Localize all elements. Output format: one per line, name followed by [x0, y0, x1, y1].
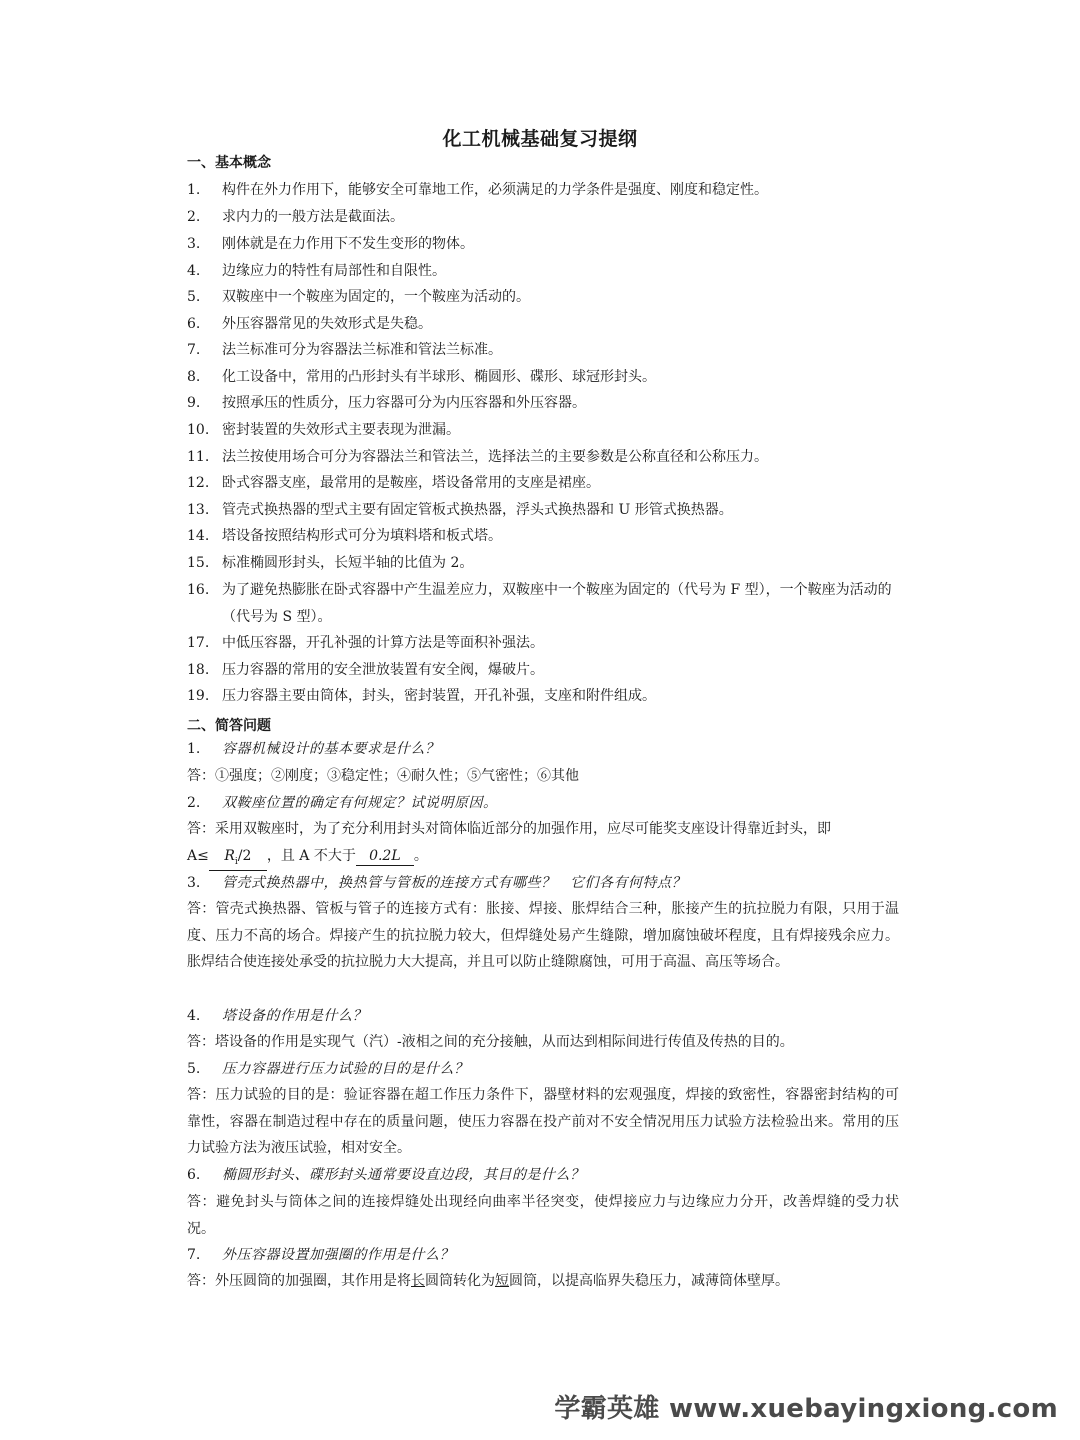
watermark-footer: 学霸英雄 www.xuebayingxiong.com: [554, 1394, 1058, 1424]
section-heading-basic-concepts: 一、基本概念: [187, 155, 271, 171]
document-page: 化工机械基础复习提纲 一、基本概念 1. 构件在外力作用下，能够安全可靠地工作，必须满足的力学条件是强度、刚度和稳定性。 2. 求内力的一般方法是截面法。 3. 刚体就是在力作用下不发生变形的物体。 4. 边缘应力的特性有局部性和自限性。 5. 双鞍座中一个鞍座为固定的，一个鞍座为活动的。 6. 外压容器常见的失效形式是失稳。 7. 法兰标准可分为容器法兰标准和管法兰标准。 8. 化工设备中，常用的凸形封头有半球形、椭圆形、碟形、球冠形封头。 9. 按照承压的性质分，压力容器可分为内压容器和外压容器。 10. 密封装置的失效形式主要表现为泄漏。 11. 法兰按使用场合可分为容器法兰和管法兰，选择法兰的主要参数是公称直径和公称压力。 12. 卧式容器支座，最常用的是鞍座，塔设备常用的支座是裙座。 13. 管壳式换热器的型式主要有固定管板式换热器，浮头式换热器和 U 形管式换热器。 14. 塔设备按照结构形式可分为填料塔和板式塔。 15. 标准椭圆形封头，长短半轴的比值为 2。 16. 为了避免热膨胀在卧式容器中产生温差应力，双鞍座中一个鞍座为固定的（代号为 F 型），一个鞍座为活动的（代号为 S 型）。 17. 中低压容器，开孔补强的计算方法是等面积补强法。 18. 压力容器的常用的安全泄放装置有安全阀，爆破片。 19. 压力容器主要由筒体，封头，密封装置，开孔补强，支座和附件组成。 二、简答问题 1. 容器机械设计的基本要求是什么？ 答：①强度；②刚度；③稳定性；④耐久性；⑤气密性；⑥其他 2. 双鞍座位置的确定有何规定？试说明原因。 答：采用双鞍座时，为了充分利用封头对筒体临近部分的加强作用，应尽可能奖支座设计得靠近封头，即 $A\le R_i/2$ ，且 A 不大于 0.2L 。 3. 管壳式换热器中，换热管与管板的连接方式有哪些？ 它们各有何特点？ 答：管壳式换热器、管板与管子的连接方式有：胀接、焊接、胀焊结合三种，胀接产生的抗拉脱力有限，只用于温度、压力不高的场合。焊接产生的抗拉脱力较大，但焊缝处易产生缝隙，增加腐蚀破坏程度，且有焊接残余应力。胀焊结合使连接处承受的抗拉脱力大大提高，并且可以防止缝隙腐蚀，可用于高温、高压等场合。 4. 塔设备的作用是什么？ 答：塔设备的作用是实现气（汽）-液相之间的充分接触，从而达到相际间进行传值及传热的目的。 5. 压力容器进行压力试验的目的是什么？ 答：压力试验的目的是：验证容器在超工作压力条件下，器壁材料的宏观强度，焊接的致密性，容器密封结构的可靠性，容器在制造过程中存在的质量问题，使压力容器在投产前对不安全情况用压力试验方法检验出来。常用的压力试验方法为液压试验，相对安全。 6. 椭圆形封头、碟形封头通常要设直边段，其目的是什么？ 答：避免封头与筒体之间的连接焊缝处出现经向曲率半径突变，使焊接应力与边缘应力分开，改善焊缝的受力状况。 7. 外压容器设置加强圈的作用是什么？ 答：外压圆筒的加强圈，其作用是将长圆筒转化为短圆筒，以提高临界失稳压力，减薄筒体壁厚。 学霸英雄 www.xuebayingxiong.com: [0, 0, 1080, 1440]
answer-4: 答：塔设备的作用是实现气（汽）-液相之间的充分接触，从而达到相际间进行传值及传热的目的。: [187, 1034, 794, 1050]
answer-3: 答：管壳式换热器、管板与管子的连接方式有：胀接、焊接、胀焊结合三种，胀接产生的抗拉脱力有限，只用于温度、压力不高的场合。焊接产生的抗拉脱力较大，但焊缝处易产生缝隙，增加腐蚀破坏程度，且有焊接残余应力。胀焊结合使连接处承受的抗拉脱力大大提高，并且可以防止缝隙腐蚀，可用于高温、高压等场合。: [187, 901, 899, 971]
answer-5: 答：压力试验的目的是：验证容器在超工作压力条件下，器壁材料的宏观强度，焊接的致密性，容器密封结构的可靠性，容器在制造过程中存在的质量问题，使压力容器在投产前对不安全情况用压力试验方法检验出来。常用的压力试验方法为液压试验，相对安全。: [187, 1087, 899, 1157]
answer-2: 答：采用双鞍座时，为了充分利用封头对筒体临近部分的加强作用，应尽可能奖支座设计得靠近封头，即 $A\le R_i/2$ ，且 A 不大于 0.2L 。: [187, 816, 899, 871]
formula-blank-2: 0.2L: [356, 847, 414, 866]
answer-1: 答：①强度；②刚度；③稳定性；④耐久性；⑤气密性；⑥其他: [187, 768, 579, 784]
formula-blank-1: $R_i/2$: [209, 847, 267, 872]
section-heading-short-answer: 二、简答问题: [187, 718, 271, 734]
answer-7: 答：外压圆筒的加强圈，其作用是将长圆筒转化为短圆筒，以提高临界失稳压力，减薄筒体壁厚。: [187, 1273, 789, 1289]
page-title: 化工机械基础复习提纲: [442, 128, 638, 150]
answer-6: 答：避免封头与筒体之间的连接焊缝处出现经向曲率半径突变，使焊接应力与边缘应力分开，改善焊缝的受力状况。: [187, 1194, 899, 1237]
